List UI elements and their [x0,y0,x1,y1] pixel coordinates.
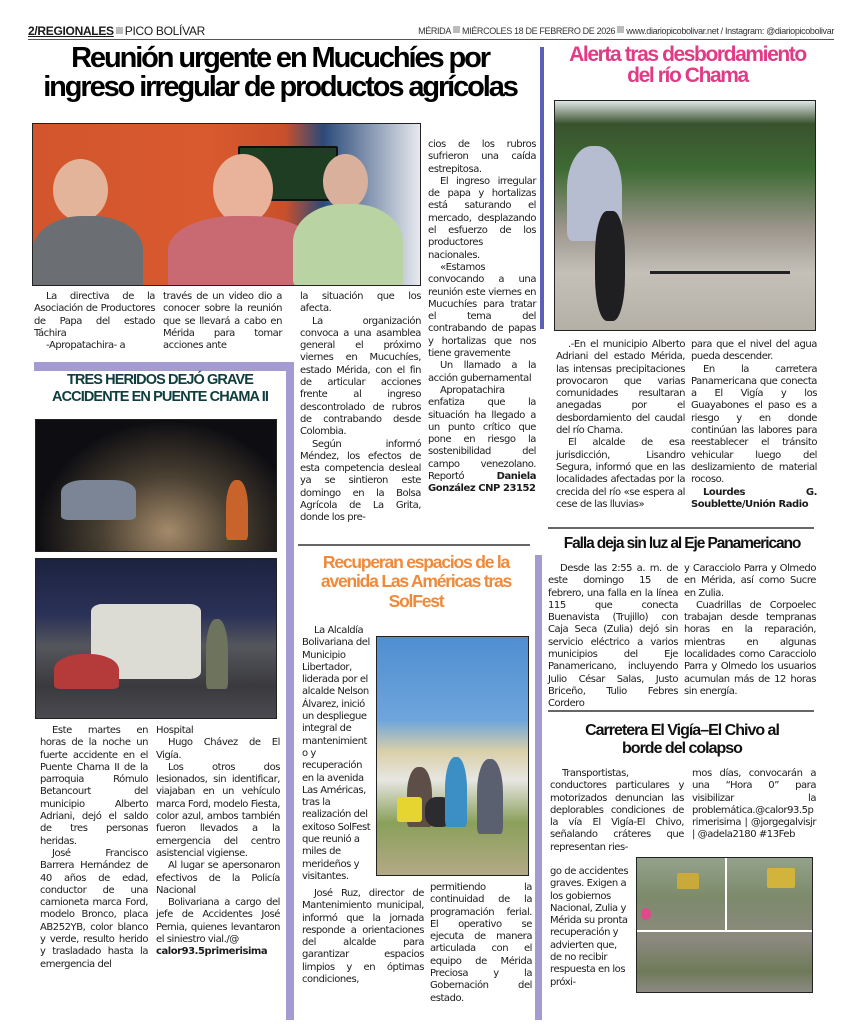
column-divider [540,47,544,329]
headline-line: avenida Las Américas tras [320,571,512,592]
panel-border-side [535,555,542,1020]
paragraph: La organización convoca a una asamblea general el próximo viernes en Mucuchíes, estado Mérida, con el fin de articular acciones frente al ingreso descontrolado de rubros de contrabando desde Colombia. [300,315,421,438]
paragraph: Hugo Chávez de El Vigía. [156,737,280,761]
falla-col1 [548,563,678,711]
person-body [293,204,403,286]
headline-puente-chama [36,372,284,407]
headline-line: Reunión urgente en Mucuchíes por [71,42,489,74]
city: MÉRIDA [418,26,451,36]
tiktok-logo-icon [641,908,651,920]
paragraph: José Ruz, director de Mantenimiento municipal, informó que la jornada responde a orientaciones del alcalde para garantizar espacios limpios y en óptimas condiciones, [302,888,424,986]
headline-vigia-chivo [548,722,816,759]
solfest-narrow-col [302,625,372,883]
page-section: 2/REGIONALES [28,24,114,38]
collage-divider [725,858,727,930]
paragraph: Los otros dos lesionados, sin identificar, viajaban en un vehículo marca Ford, modelo Fiesta, color azul, ambos también fueron llevados a la emergencia del centro asistencial vigiense. [156,761,280,859]
paragraph: y Caracciolo Parra y Olmedo en Mérida, así como Sucre en Zulia. [684,563,816,599]
paragraph: La directiva de la Asociación de Productores de Papa del estado Táchira [34,291,155,339]
paragraph: El alcalde de esa jurisdicción, Lisandro Segura, informó que en las localidades afectadas por la crecida del río «se espera al cese de las lluvias» [556,437,685,510]
crate-shape [397,797,422,822]
paragraph: permitiendo la continuidad de la programación ferial. El operativo se ejecuta de manera articulada con el equipo de Mérida Preciosa y la Gobernación del estado. [430,882,532,1004]
worker-shape [477,759,503,834]
paragraph: Apropatachira enfatiza que la situación ha llegado a un punto crítico que pone en riesgo la sostenibilidad del campo venezolano. Reportó [428,384,536,483]
crashed-truck-injured-photo [35,558,277,719]
motorcycle-flooded-road-photo [554,100,816,331]
vigia-col2 [692,768,816,842]
web-social-link[interactable]: www.diariopicobolivar.net / Instagram: @diariopicobolivar [626,26,834,36]
rio-chama-col1 [556,339,685,511]
truck-shape [677,873,699,889]
puente-chama-col1 [40,725,148,971]
section-rule [548,527,814,529]
byline: Lourdes G. Soublette/Unión Radio [691,486,817,510]
paragraph: para que el nivel del agua pueda descender. [691,339,817,363]
damaged-road-tiktok-collage-photo [636,857,813,993]
mucuchies-col3 [300,291,421,525]
mucuchies-col2 [163,291,282,352]
headline-solfest [300,553,532,611]
date: MIÉRCOLES 18 DE FEBRERO DE 2026 [461,26,616,36]
masthead-right [418,26,834,36]
motorcycle-shape [595,211,625,321]
paragraph: la situación que los afecta. [300,291,421,315]
truck-shape [767,868,795,888]
paragraph: En la carretera Panamericana que conecta a El Vigía y los Guayabones el paso es a riesgo y en donde continúan las labores para reestablecer el tránsito vehicular luego del deslizamiento de material rocoso. [691,363,817,486]
headline-line: Alerta tras desbordamiento [569,43,806,66]
paragraph: Según informó Méndez, los efectos de esta competencia desleal ya se sintieron este domingo en la Bolsa Agrícola de La Grita, donde los pre- [300,438,421,524]
paragraph: .-En el municipio Alberto Adriani del estado Mérida, las intensas precipitaciones provocaron que varias comunidades resultaran anegadas por el desbordamiento del caudal del río Chama. [556,339,685,437]
brand-name: PICO BOLÍVAR [124,24,205,38]
headline-falla-luz [548,536,816,552]
person-head [323,154,368,209]
headline-line: Recuperan espacios de la [322,552,510,572]
car-shape [61,480,136,520]
mucuchies-col1 [34,291,155,352]
square-bullet-icon [617,26,624,33]
paragraph: mos días, convocarán a una “Hora 0” para visibilizar la problemática.@calor93.5primerisima | @jorgegalvisjr | @adela2180 #13Feb [692,768,816,841]
paragraph: Hospital [156,725,194,736]
paragraph: -Apropatachira- a [46,340,126,352]
square-bullet-icon [453,26,460,33]
headline-line: ACCIDENTE EN PUENTE CHAMA II [52,389,268,406]
vigia-col1 [550,768,684,854]
square-bullet-icon [116,27,123,34]
paragraph: «Estamos convocando a una reunión este viernes en Mucuchíes para tratar el tema del contrabando de papas y hortalizas que nos tiene gravemente [428,261,536,360]
falla-col2 [684,563,816,698]
paragraph: Bolivariana a cargo del jefe de Accidentes José Pernia, quienes levantaron el siniestro vial./@ [156,897,280,946]
headline-line: SolFest [388,590,444,611]
solfest-col1 [302,888,424,986]
paragraph: go de accidentes graves. Exigen a los gobiernos Nacional, Zulia y Mérida su pronta recuperación y advierten que, de no recibir respuesta en los próxi- [550,866,629,988]
paragraph: través de un video dio a conocer sobre la reunión que se llevará a cabo en Mérida para tomar acciones ante [163,291,282,352]
person-head [213,154,273,224]
headline-line: ingreso irregular de productos agrícolas [43,71,517,103]
mucuchies-col4 [428,139,536,496]
injured-people-shape [54,654,119,689]
paragraph: La Alcaldía Bolivariana del Municipio Libertador, liderada por el alcalde Nelson Álvarez, inició un despliegue integral de mantenimiento y recuperación en la avenida Las Américas, tras la realización del exitoso SolFest que reunió a miles de merideños y visitantes. [302,625,371,882]
byline: Daniela González CNP 23152 [428,471,536,495]
person-shape [206,619,228,689]
vigia-narrow-col [550,866,630,989]
person-head [53,159,108,221]
paragraph: cios de los rubros sufrieron una caída estrepitosa. [428,139,536,175]
headline-mucuchies [30,44,530,102]
paragraph: Un llamado a la acción gubernamental [428,360,536,384]
paragraph: Al lugar se apersonaron efectivos de la Policía Nacional [156,860,280,896]
section-rule [298,544,530,546]
headline-line: TRES HERIDOS DEJÓ GRAVE [66,372,254,388]
headline-line: Falla deja sin luz al Eje Panamericano [563,535,801,552]
headline-line: Carretera El Vigía–El Chivo al [585,722,779,739]
rio-chama-col2 [691,339,817,511]
directiva-apropatachira-photo [32,123,421,286]
masthead-left [28,24,205,38]
puente-chama-col2 [156,725,280,959]
paragraph: Cuadrillas de Corpoelec trabajan desde tempranas horas en la reparación, mientras en algunas localidades como Caracciolo Parra y Olmedo los usuarios acumulan más de 12 horas sin energía. [684,599,816,697]
panel-border-top [34,362,286,371]
officer-shape [226,480,248,540]
person-body [33,216,143,286]
headline-line: borde del colapso [622,740,742,758]
paragraph: El ingreso irregular de papa y hortalizas está saturando el mercado, desplazando el esfuerzo de los productores nacionales. [428,175,536,261]
headline-rio-chama [550,44,825,86]
masthead [28,22,834,40]
byline: calor93.5primerisima [156,946,268,958]
night-accident-scene-photo [35,419,277,552]
section-rule [548,710,814,712]
paragraph: Este martes en horas de la noche un fuerte accidente en el Puente Chama II de la parroquia Rómulo Betancourt del municipio Alberto Adriani, dejó el saldo de tres personas heridas. [40,725,148,847]
headline-line: del río Chama [627,64,748,87]
paragraph: Desde las 2:55 a. m. de este domingo 15 de febrero, una falla en la línea 115 que conecta Buenavista (Trujillo) con Caja Seca (Zulia) dejó sin servicio eléctrico a varios municipios del Eje Panamericano, incluyendo Julio César Salas, Justo Briceño, Tulio Febres Cordero [548,563,678,710]
solfest-col2 [430,882,532,1005]
panel-border-side [286,362,294,1020]
collage-divider [637,930,813,932]
cleanup-workers-photo [376,636,529,876]
worker-shape [445,757,467,827]
road-crack [650,271,790,274]
paragraph: Transportistas, conductores particulares y motorizados denuncian las deplorables condiciones de la vía El Vigía-El Chivo, señalando cráteres que representan ries- [550,768,684,853]
paragraph: José Francisco Barrera Hernández de 40 años de edad, conductor de una camioneta marca Ford, modelo Bronco, placa AB252YB, color blanco y verde, resulto herido y trasladado hasta la emergencia del [40,847,148,970]
